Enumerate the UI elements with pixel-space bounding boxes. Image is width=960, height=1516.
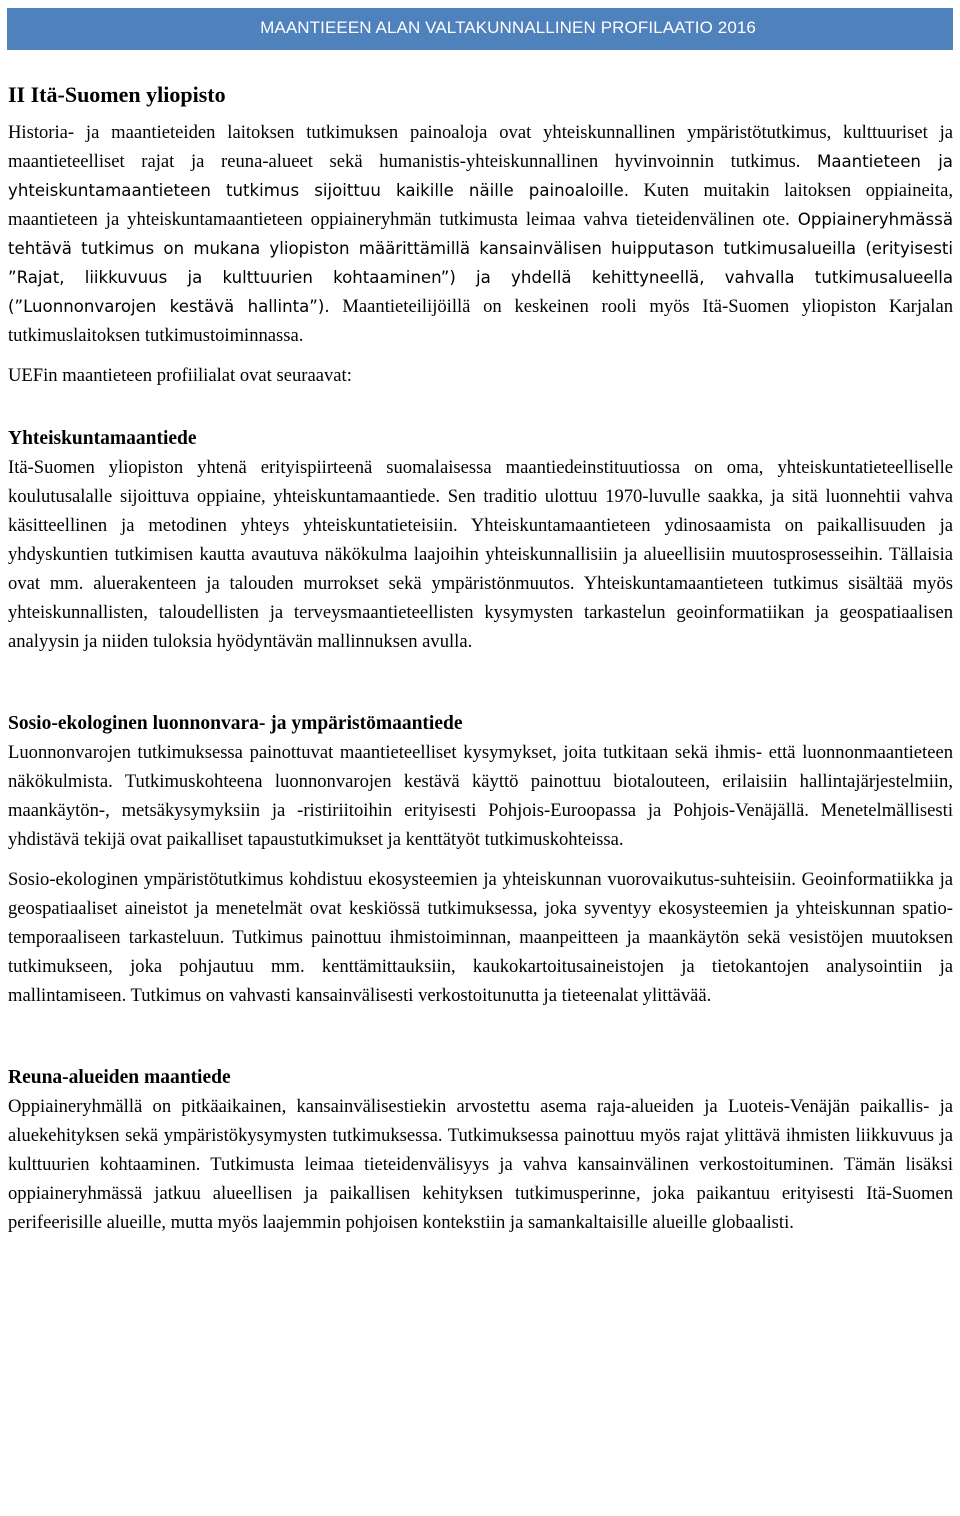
section-paragraph: Sosio-ekologinen ympäristötutkimus kohdistuu ekosysteemien ja yhteiskunnan vuorovaikutus-suhteisiin. Geoinformatiikka ja geospatiaaliset aineistot ja menetelmät ovat keskiössä tutkimuksessa, joka syventyy ekosysteemien ja yhteiskunnan spatio-temporaaliseen tarkasteluun. Tutkimus painottuu ihmistoiminnan, maanpeitteen ja maankäytön sekä vesistöjen muutoksen tutkimukseen, joka pohjautuu mm. kenttämittauksiin, kaukokartoitusaineistojen ja tietokantojen analysointiin ja mallintamiseen. Tutkimus on vahvasti kansainvälisesti verkostoitunutta ja tieteenalat ylittävää.	[8, 869, 953, 1006]
section-paragraph: Luonnonvarojen tutkimuksessa painottuvat maantieteelliset kysymykset, joita tutkitaan sekä ihmis- että luonnonmaantieteen näkökulmista. Tutkimuskohteena luonnonvarojen kestävä käyttö painottuu biotalouteen, erilaisiin hallintajärjestelmiin, maankäytön-, metsäkysymyksiin ja -ristiriitoihin erityisesti Pohjois-Euroopassa ja Pohjois-Venäjällä. Menetelmällisesti yhdistävä tekijä ovat paikalliset tapaustutkimukset ja kenttätyöt tutkimuskohteissa.	[8, 742, 953, 850]
profile-lead: UEFin maantieteen profiilialat ovat seuraavat:	[8, 365, 352, 386]
section-title-yhteiskuntamaantiede: Yhteiskuntamaantiede	[8, 428, 197, 449]
document-body	[8, 80, 953, 1237]
intro-sentence-1: Historia- ja maantieteiden laitoksen tutkimuksen painoaloja ovat yhteiskunnallinen ympäristötutkimus, kulttuuriset ja maantieteelliset rajat ja reuna-alueet sekä humanistis-yhteiskunnallinen hyvinvoinnin tutkimus.	[8, 122, 953, 172]
intro-sentence-4: Oppiaineryhmässä tehtävä tutkimus on mukana yliopiston määrittämillä kansainvälisen huipputason tutkimusalueilla (erityisesti ”Rajat, liikkuvuus ja kulttuurien kohtaaminen”) ja yhdellä kehittyneellä, vahvalla tutkimusalueella (”Luonnonvarojen kestävä hallinta”).	[8, 210, 953, 316]
running-title: MAANTIEEEN ALAN VALTAKUNNALLINEN PROFILAATIO 2016	[260, 18, 756, 37]
section-title-reuna-alueiden: Reuna-alueiden maantiede	[8, 1067, 231, 1088]
section-title-sosio-ekologinen: Sosio-ekologinen luonnonvara- ja ympäristömaantiede	[8, 713, 463, 734]
intro-paragraph	[8, 118, 953, 350]
intro-sentence-5: Maantieteilijöillä on keskeinen rooli myös Itä-Suomen yliopiston Karjalan tutkimuslaitoksen tutkimustoiminnassa.	[8, 296, 953, 346]
section-paragraph: Itä-Suomen yliopiston yhtenä erityispiirteenä suomalaisessa maantiedeinstituutiossa on oma, yhteiskuntatieteelliselle koulutusalalle sijoittuva oppiaine, yhteiskuntamaantiede. Sen traditio ulottuu 1970-luvulle saakka, ja sitä luonnehtii vahva käsitteellinen ja metodinen yhteys yhteiskuntatieteisiin. Yhteiskuntamaantieteen ydinosaamista on paikallisuuden ja yhdyskuntien tutkimisen kautta avautuva näkökulma laajoihin yhteiskunnallisiin ja alueellisiin muutosprosesseihin. Tällaisia ovat mm. aluerakenteen ja talouden murrokset sekä ympäristönmuutos. Yhteiskuntamaantieteen tutkimus sisältää myös yhteiskunnallisten, taloudellisten ja terveysmaantieteellisten kysymysten tarkastelun geoinformatiikan ja geospatiaalisen analyysin ja niiden tuloksia hyödyntävän mallinnuksen avulla.	[8, 457, 953, 652]
page-title: II Itä-Suomen yliopisto	[8, 82, 226, 107]
intro-sentence-3: Kuten muitakin laitoksen oppiaineita, maantieteen ja yhteiskuntamaantieteen oppiaineryhmän tutkimusta leimaa vahva tieteidenvälinen ote.	[8, 180, 953, 230]
intro-sentence-2: Maantieteen ja yhteiskuntamaantieteen tutkimus sijoittuu kaikille näille painoaloille.	[8, 152, 953, 200]
section-paragraph: Oppiaineryhmällä on pitkäaikainen, kansainvälisestiekin arvostettu asema raja-alueiden ja Luoteis-Venäjän paikallis- ja aluekehityksen sekä ympäristökysymysten tutkimuksessa. Tutkimuksessa painottuu myös rajat ylittävä ihmisten liikkuvuus ja kulttuurien kohtaaminen. Tutkimusta leimaa tieteidenvälisyys ja vahva kansainvälinen verkostoituminen. Tämän lisäksi oppiaineryhmässä jatkuu alueellisen ja paikallisen kehityksen tutkimusperinne, joka paikantuu erityisesti Itä-Suomen perifeerisille alueille, mutta myös laajemmin pohjoisen kontekstiin ja samankaltaisille alueille globaalisti.	[8, 1096, 953, 1233]
